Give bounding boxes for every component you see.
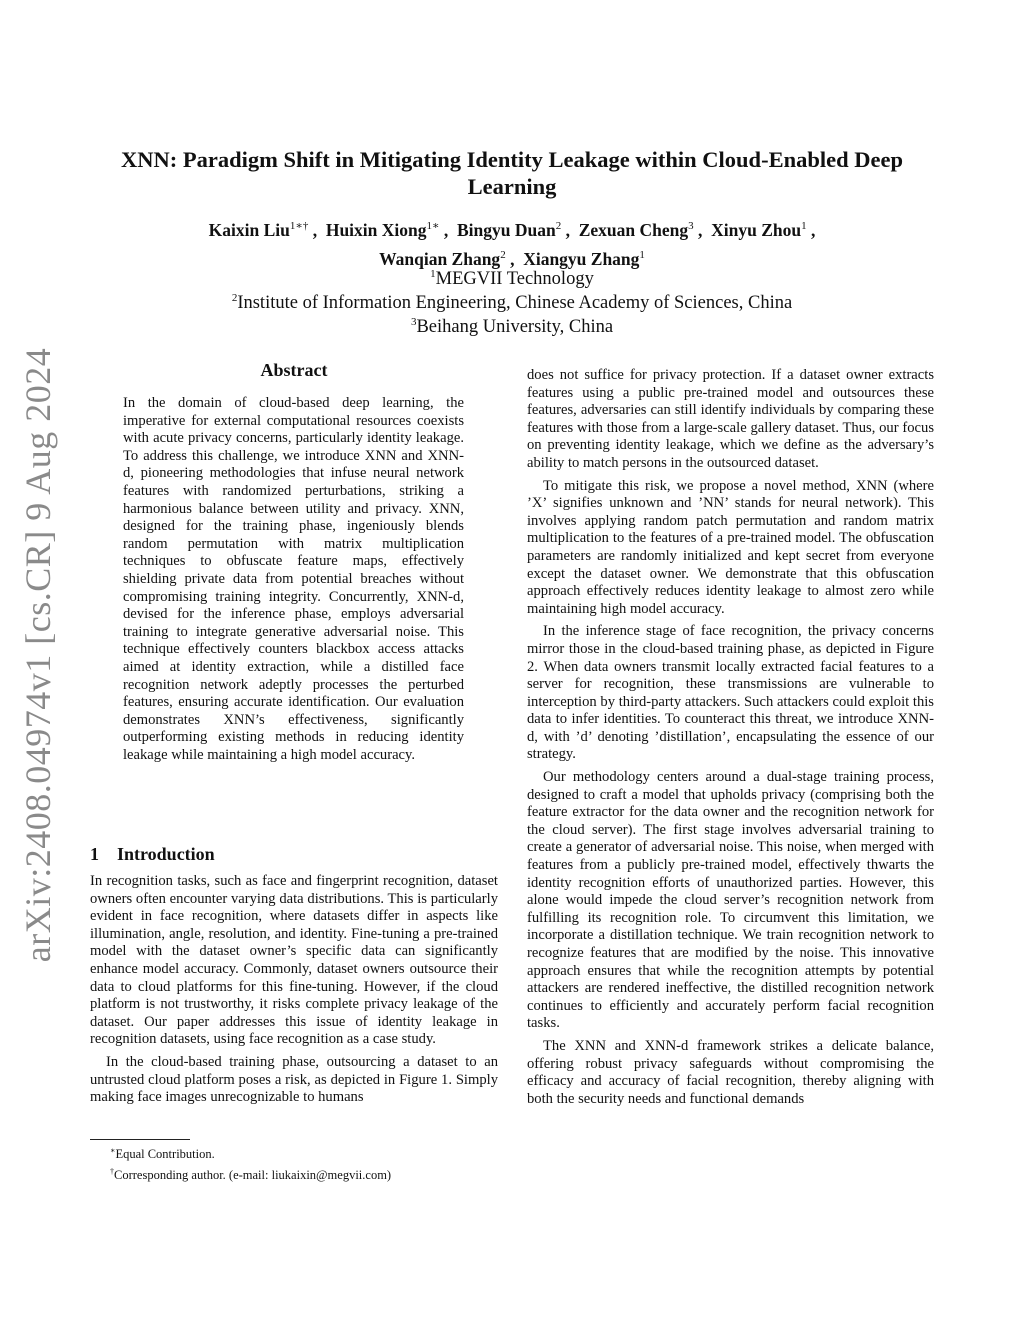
author-name: Kaixin Liu	[208, 220, 290, 240]
body-paragraph: To mitigate this risk, we propose a novel method, XNN (where ’X’ signifies unknown and ’NN’ stands for neural network). This involves applying random patch permutation and random matrix multiplication to the features of a pre-trained model. The obfuscation parameters are randomly initialized and kept secret from everyone except the dataset owner. We demonstrate that this obfuscation approach effectively reduces identity leakage to almost zero while maintaining high model accuracy.	[527, 477, 934, 617]
affiliation-mark: 3	[410, 316, 417, 328]
author-affil-mark: 1	[801, 220, 807, 232]
footnotes	[110, 1142, 510, 1184]
body-paragraph: The XNN and XNN-d framework strikes a delicate balance, offering robust privacy safeguards without compromising the efficacy and accuracy of facial recognition, thereby aligning with both the security needs and functional demands	[527, 1037, 934, 1107]
affiliation-name: MEGVII Technology	[435, 269, 594, 289]
footnote-equal-contribution	[110, 1142, 510, 1163]
author-affil-mark: 1∗	[426, 220, 440, 232]
body-paragraph: does not suffice for privacy protection. If a dataset owner extracts features using a public pre-trained model and outsources these features, adversaries can still identify individuals by comparing these features with those from a large-scale gallery dataset. Thus, our focus on preventing identity leakage, which we define as the adversary’s ability to match persons in the outsourced dataset.	[527, 367, 934, 471]
affiliation-name: Institute of Information Engineering, Chinese Academy of Sciences, China	[237, 293, 793, 313]
author-name: Huixin Xiong	[325, 220, 427, 240]
right-column-body	[527, 367, 934, 1113]
left-column-body	[90, 873, 498, 1112]
footnote-divider	[90, 1139, 190, 1140]
footnote-mark: †	[110, 1167, 114, 1176]
intro-paragraph: In recognition tasks, such as face and fingerprint recognition, dataset owners often encounter varying data distributions. This is particularly evident in face recognition, where datasets differ in aspects like illumination, angle, resolution, and identity. Fine-tuning a pre-trained model with the dataset owner’s specific data can significantly enhance model accuracy. Commonly, dataset owners outsource their data to cloud platforms for this fine-tuning. However, if the cloud platform is not trustworthy, it risks complete privacy leakage of the dataset. Our paper addresses this issue of identity leakage in recognition datasets, using face recognition as a case study.	[90, 873, 498, 1048]
body-paragraph: In the inference stage of face recognition, the privacy concerns mirror those in the cloud-based training phase, as depicted in Figure 2. When data owners transmit locally extracted facial features to a server for recognition, these transmissions are vulnerable to interception by third-party attackers. Such attackers could exploit this data to infer identities. To counteract this threat, we introduce XNN-d, with ’d’ denoting ’distillation’, encapsulating the essence of our strategy.	[527, 623, 934, 763]
arxiv-identifier-text: arXiv:2408.04974v1 [cs.CR] 9 Aug 2024	[18, 347, 58, 963]
body-paragraph: Our methodology centers around a dual-stage training process, designed to craft a model that upholds privacy (comprising both the feature extractor for the data owner and the recognition network for the cloud server). The first stage involves adversarial training to create a generator of adversarial noise. This noise, when merged with features from a publicly pre-trained model, effectively thwarts the identity recognition efforts of unauthorized parties. However, this alone would impede the cloud server’s recognition network from fulfilling its recognition role. To circumvent this limitation, we incorporate a distillation technique. We train recognition network to recognize features that are modified by the noise. This innovative approach ensures that while the recognition attempts by potential attackers are rendered ineffective, the distilled recognition network continues to efficiently and accurately perform facial recognition tasks.	[527, 769, 934, 1032]
author-name: Xinyu Zhou	[711, 220, 802, 240]
author-affil-mark: 1	[639, 249, 645, 261]
abstract-body: In the domain of cloud-based deep learning, the imperative for external computational resources coexists with acute privacy concerns, particularly identity leakage. To address this challenge, we introduce XNN and XNN-d, pioneering methodologies that infuse neural network features with randomized perturbations, striking a harmonious balance between utility and privacy. XNN, designed for the training phase, ingeniously blends random permutation with matrix multiplication techniques to obfuscate feature maps, effectively shielding private data from potential breaches without compromising training integrity. Concurrently, XNN-d, devised for the inference phase, employs adversarial training to integrate generative adversarial noise. This technique effectively counters blackbox access attacks aimed at identity extraction, while a distilled face recognition network adeptly processes the perturbed features, ensuring accurate identification. Our evaluation demonstrates XNN’s effectiveness, significantly outperforming existing methods in reducing identity leakage while maintaining a high model accuracy.	[123, 395, 464, 763]
abstract-heading: Abstract	[260, 360, 328, 380]
affiliation-name: Beihang University, China	[416, 317, 614, 337]
author-name: Zexuan Cheng	[578, 220, 689, 240]
author-affil-mark: 3	[688, 220, 694, 232]
paper-title: XNN: Paradigm Shift in Mitigating Identity Leakage within Cloud-Enabled Deep Learning	[121, 147, 903, 199]
author-name: Xiangyu Zhang	[523, 249, 640, 269]
affiliation-mark: 2	[231, 292, 238, 304]
affiliation-3	[90, 311, 934, 339]
author-affil-mark: 1∗†	[289, 220, 309, 232]
author-line-2: Wanqian Zhang$^2$ , Xiangyu Zhang$^1$	[379, 249, 645, 269]
footnote-text: Corresponding author. (e-mail: liukaixin@megvii.com)	[114, 1168, 392, 1182]
footnote-corresponding-author	[110, 1163, 510, 1184]
arxiv-identifier-stamp	[14, 347, 62, 963]
intro-paragraph: In the cloud-based training phase, outsourcing a dataset to an untrusted cloud platform poses a risk, as depicted in Figure 1. Simply making face images unrecognizable to humans	[90, 1053, 498, 1106]
author-name: Wanqian Zhang	[379, 249, 501, 269]
footnote-mark: ∗	[110, 1146, 116, 1155]
affiliation-mark: 1	[430, 268, 436, 280]
author-affil-mark: 2	[555, 220, 562, 232]
section-number: 1	[90, 844, 99, 864]
footnote-text: Equal Contribution.	[115, 1147, 215, 1161]
author-line-1: Kaixin Liu$^{1∗\dagger}$ , Huixin Xiong$^{1∗}$ , Bingyu Duan$^2$ , Zexuan Cheng$^3$ , Xinyu Zhou$^1$ ,	[208, 220, 816, 240]
author-affil-mark: 2	[500, 249, 506, 261]
section-title: Introduction	[117, 844, 215, 864]
author-name: Bingyu Duan	[456, 220, 556, 240]
section-heading-introduction	[90, 844, 215, 865]
